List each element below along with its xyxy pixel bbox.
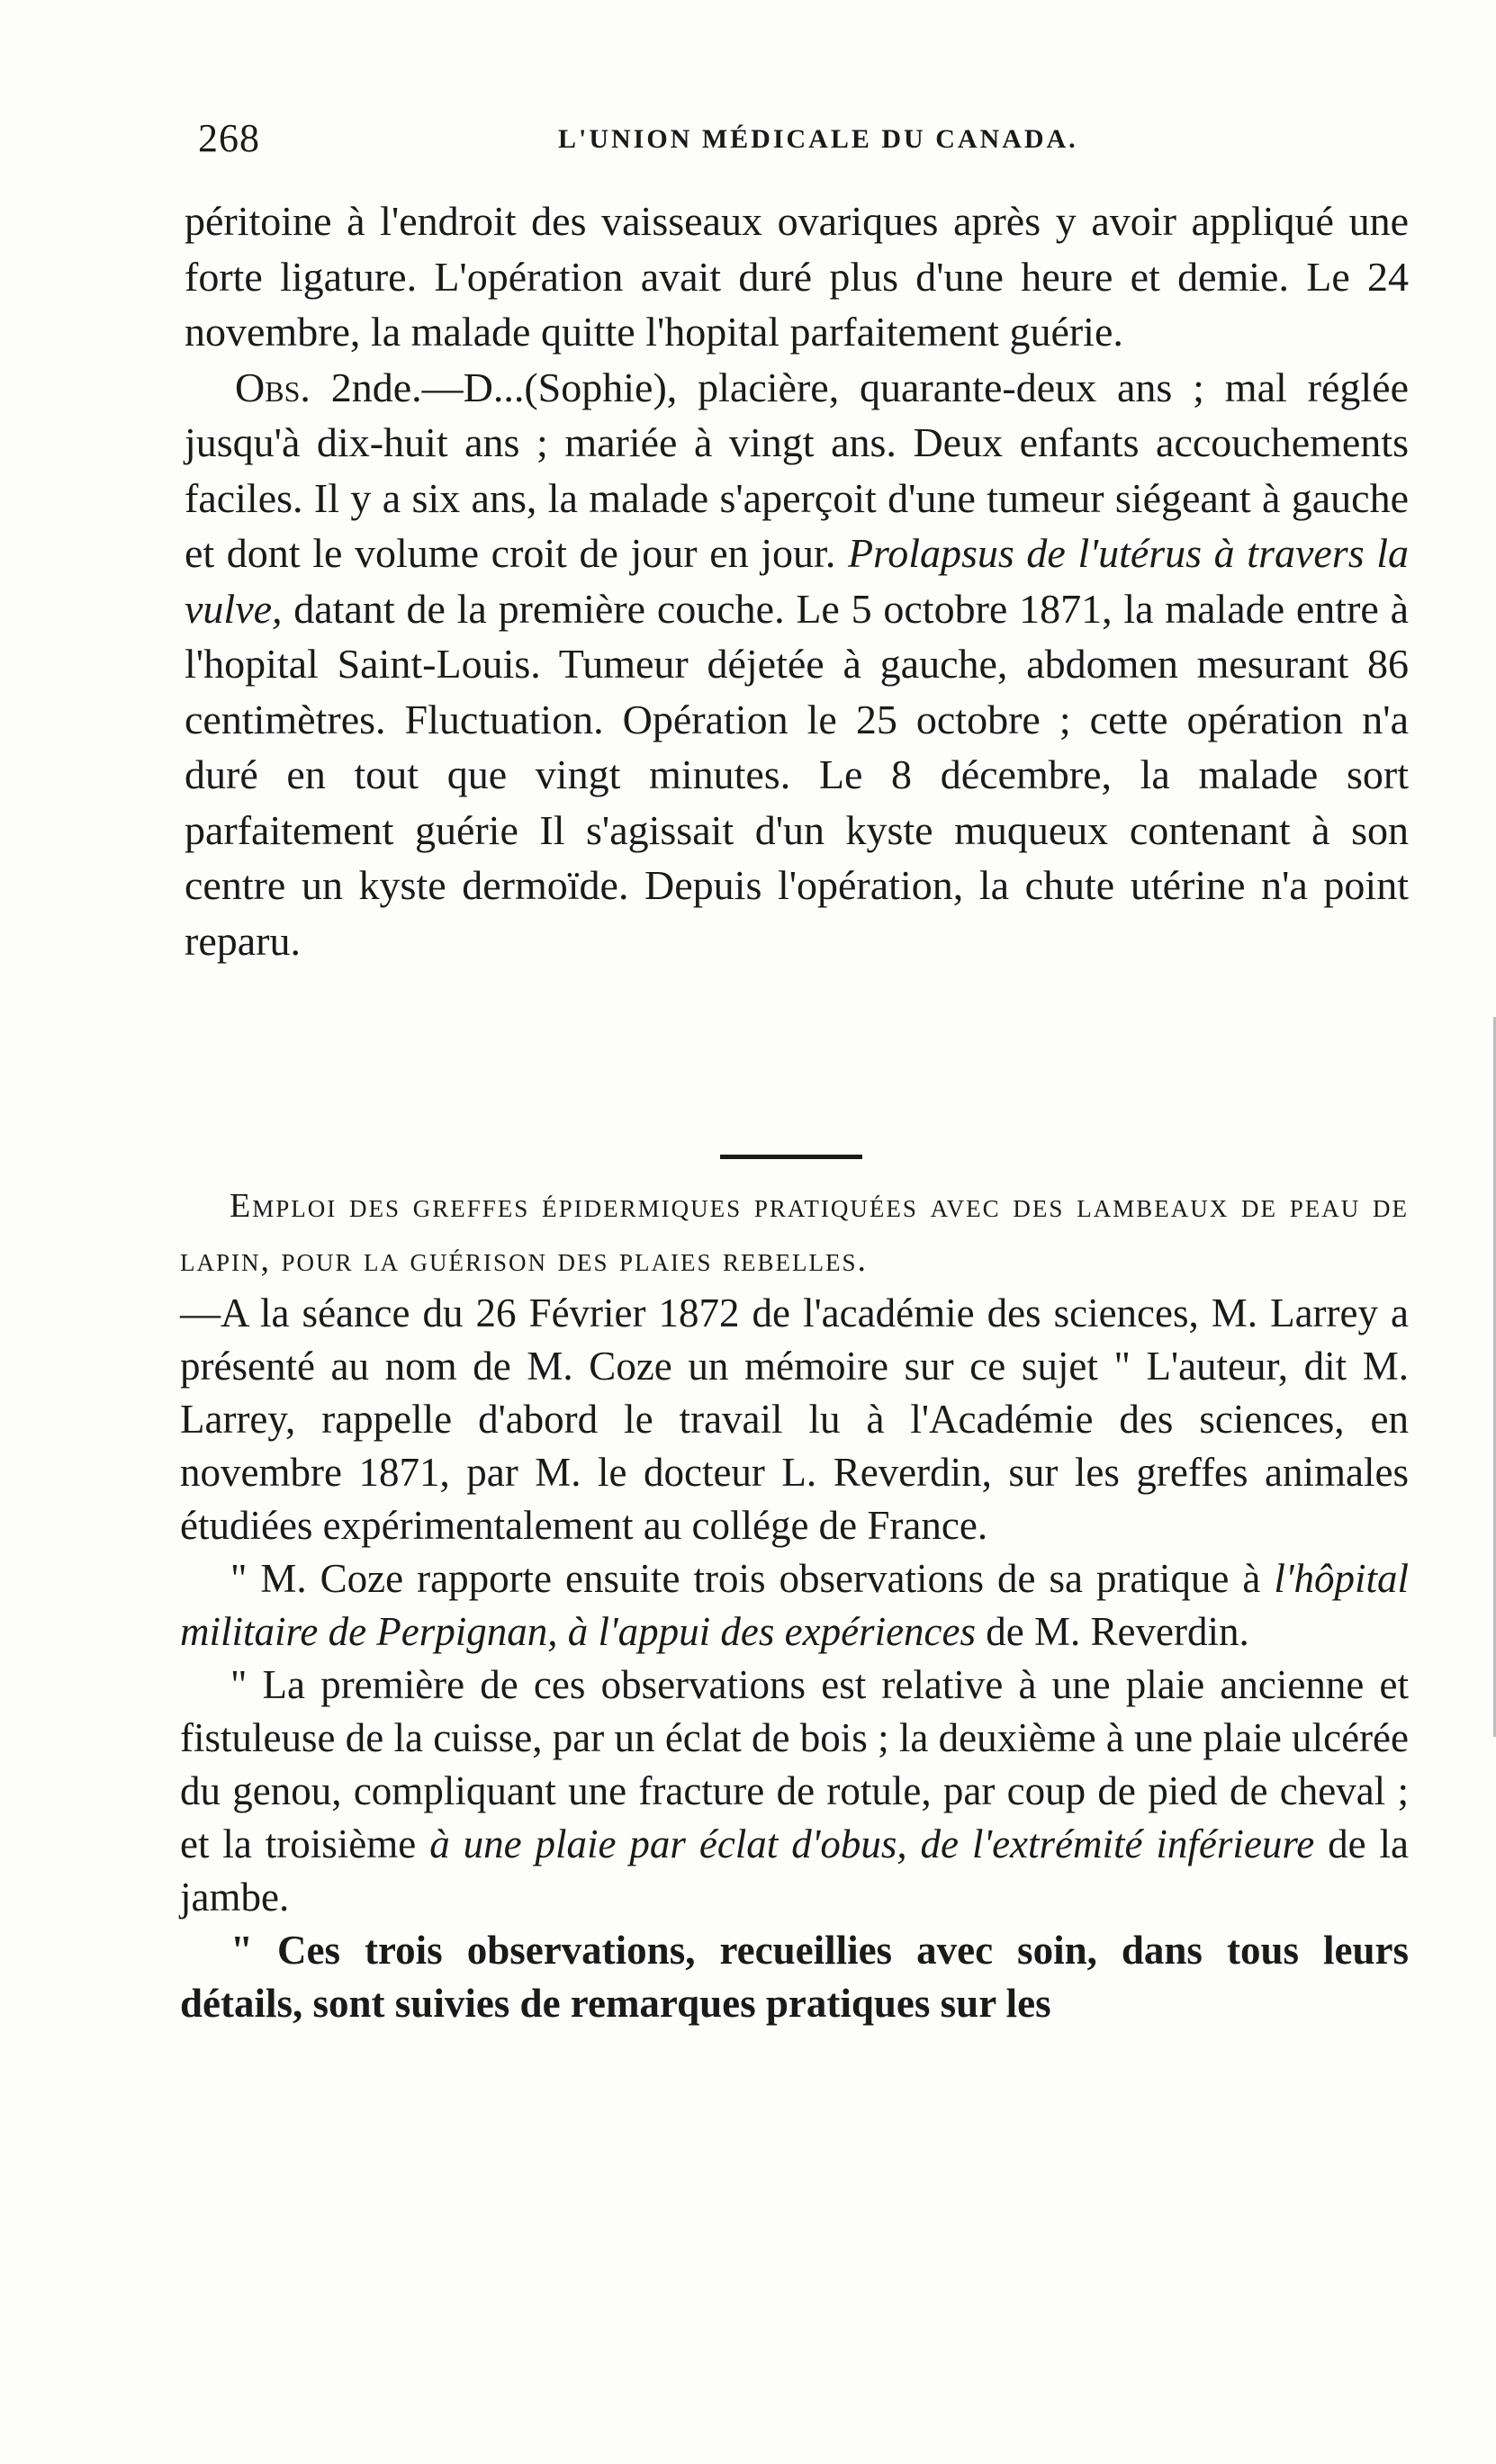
obs-text: 2nde.—D...(Sophie), placière, quarante-deux ans ; mal réglée jusqu'à dix-huit ans ; mariée à vingt ans. Deux enfants accouchements faciles. Il y a six ans, la malade s'aperçoit d'une tumeur siégeant à gauche et dont le volume croit de jour en jour. <box>185 364 1409 576</box>
obs-italic-text: Prolapsus de l'utérus à travers la vulve, <box>185 530 1409 632</box>
page-header <box>198 115 1404 169</box>
section-p3-italic: à une plaie par éclat d'obus, de l'extrémité inférieure <box>429 1821 1315 1866</box>
section-p2-end: de M. Reverdin. <box>976 1609 1249 1654</box>
section-title: Emploi des greffes épidermiques pratiquées avec des lambeaux de peau de lapin, pour la guérison des plaies rebelles. <box>180 1187 1409 1279</box>
section-p3-end: de la jambe. <box>180 1821 1410 1920</box>
section-p3-text: " La première de ces observations est relative à une plaie ancienne et fistuleuse de la cuisse, par un éclat de bois ; la deuxième à une plaie ulcérée du genou, compliquant une fracture de rotule, par coup de pied de cheval ; et la troisième <box>180 1662 1409 1866</box>
paragraph-observation-2 <box>185 360 1409 969</box>
paragraph-continuation: péritoine à l'endroit des vaisseaux ovariques après y avoir appliqué une forte ligature. L'opération avait duré plus d'une heure et demie. Le 24 novembre, la malade quitte l'hopital parfaitement guérie. <box>185 198 1409 355</box>
running-title: L'UNION MÉDICALE DU CANADA. <box>558 124 1078 154</box>
page-number: 268 <box>198 116 260 160</box>
section-paragraph-4: " Ces trois observations, recueillies avec soin, dans tous leurs détails, sont suivies de remarques pratiques sur les <box>180 1928 1409 2026</box>
obs-label: Obs. <box>235 364 311 410</box>
section-divider <box>720 1155 862 1159</box>
obs-text-end: datant de la première couche. Le 5 octobre 1871, la malade entre à l'hopital Saint-Louis. Tumeur déjetée à gauche, abdomen mesurant 86 centimètres. Fluctuation. Opération le 25 octobre ; cette opération n'a duré en tout que vingt minutes. Le 8 décembre, la malade sort parfaitement guérie Il s'agissait d'un kyste muqueux contenant à son centre un kyste dermoïde. Depuis l'opération, la chute utérine n'a point reparu. <box>185 585 1409 964</box>
section-paragraph-1: —A la séance du 26 Février 1872 de l'académie des sciences, M. Larrey a présenté au nom de M. Coze un mémoire sur ce sujet " L'auteur, dit M. Larrey, rappelle d'abord le travail lu à l'Académie des sciences, en novembre 1871, par M. le docteur L. Reverdin, sur les greffes animales étudiées expérimentalement au collége de France. <box>180 1290 1409 1548</box>
main-text-block <box>185 193 1409 968</box>
section-greffes <box>180 1179 1409 2030</box>
section-paragraph-2 <box>180 1552 1409 1659</box>
section-p2-text: " M. Coze rapporte ensuite trois observations de sa pratique à <box>230 1556 1275 1601</box>
section-p2-italic: l'hôpital militaire de Perpignan, à l'appui des expériences <box>180 1556 1409 1654</box>
section-paragraph-3 <box>180 1659 1409 1924</box>
